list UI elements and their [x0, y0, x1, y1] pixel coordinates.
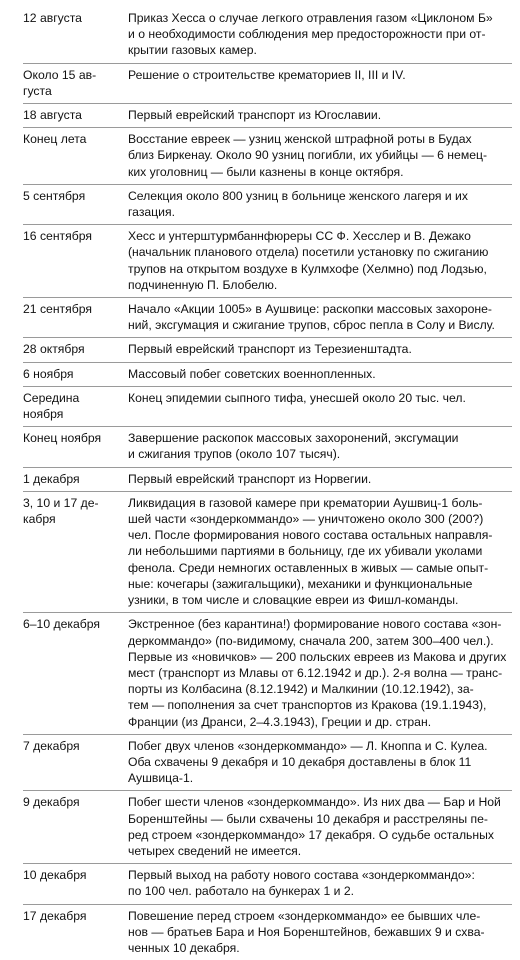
entry-text-line: ченных 10 декабря.	[128, 940, 240, 955]
entry-date-line: Конец лета	[23, 132, 87, 147]
entry-text	[128, 131, 512, 180]
chronology-row	[23, 467, 512, 491]
chronology-row	[23, 362, 512, 386]
entry-date-line: Около 15 ав-	[23, 67, 97, 82]
chronology-row	[23, 386, 512, 426]
entry-text-line: Первый еврейский транспорт из Норвегии.	[128, 471, 372, 486]
entry-date-line: Середина	[23, 390, 80, 405]
entry-date	[23, 188, 128, 220]
entry-date-line: 17 декабря	[23, 908, 87, 923]
entry-text-line: близ Биркенау. Около 90 узниц погибли, их убийцы — 6 немец-	[128, 148, 488, 163]
entry-date	[23, 107, 128, 123]
entry-text-line: Массовый побег советских военнопленных.	[128, 366, 376, 381]
entry-text	[128, 390, 512, 422]
entry-text-line: мест (транспорт из Млавы от 6.12.1942 и др.). 2-я волна — транс-	[128, 665, 503, 680]
entry-text-line: (начальник планового отдела) посетили установку по сжиганию	[128, 245, 489, 260]
chronology-row	[23, 790, 512, 863]
entry-text-line: Побег шести членов «зондеркоммандо». Из них два — Бар и Ной	[128, 795, 501, 810]
chronology-row	[23, 103, 512, 127]
entry-text-line: по 100 чел. работало на бункерах 1 и 2.	[128, 884, 355, 899]
entry-text-line: Оба схвачены 9 декабря и 10 декабря доставлены в блок 11	[128, 754, 472, 769]
entry-date-line: 21 сентября	[23, 302, 92, 317]
entry-text-line: ред строем «зондеркоммандо» 17 декабря. О судьбе остальных	[128, 827, 494, 842]
chronology-row	[23, 904, 512, 960]
entry-date-line: 1 декабря	[23, 471, 80, 486]
entry-text-line: тем — пополнения за счет транспортов из Кракова (19.1.1943),	[128, 698, 487, 713]
entry-date-line: 6–10 декабря	[23, 617, 100, 632]
entry-date-line: 7 декабря	[23, 738, 80, 753]
entry-text-line: фенола. Среди немногих оставленных в живых — самые опыт-	[128, 560, 489, 575]
entry-text-line: Аушвица-1.	[128, 771, 194, 786]
entry-date	[23, 867, 128, 899]
entry-date	[23, 301, 128, 333]
entry-text-line: Экстренное (без карантина!) формирование нового состава «зон-	[128, 617, 502, 632]
entry-text-line: трупов на открытом воздухе в Кулмхофе (Хелмно) под Лодзью,	[128, 261, 487, 276]
chronology-row	[23, 612, 512, 733]
entry-text-line: шей части «зондеркоммандо» — уничтожено около 300 (200?)	[128, 512, 484, 527]
entry-text-line: ные: кочегары (зажигальщики), механики и функциональные	[128, 576, 473, 591]
entry-date	[23, 738, 128, 787]
chronology-row	[23, 426, 512, 466]
entry-text-line: деркоммандо» (по-видимому, сначала 200, затем 300–400 чел.).	[128, 633, 494, 648]
entry-text-line: Селекция около 800 узниц в больнице женского лагеря и их	[128, 188, 468, 203]
chronology-row	[23, 127, 512, 184]
entry-date-line: 5 сентября	[23, 188, 86, 203]
entry-text	[128, 430, 512, 462]
entry-text-line: Восстание евреек — узниц женской штрафной роты в Будах	[128, 132, 472, 147]
entry-text-line: и сжигания трупов (около 107 тысяч).	[128, 447, 341, 462]
chronology-table	[23, 10, 512, 960]
entry-text	[128, 794, 512, 859]
entry-text-line: Завершение раскопок массовых захоронений, эксгумации	[128, 431, 459, 446]
entry-text	[128, 738, 512, 787]
entry-text-line: Франции (из Дранси, 2–4.3.1943), Греции и др. стран.	[128, 714, 432, 729]
entry-text-line: газация.	[128, 205, 175, 220]
entry-text	[128, 188, 512, 220]
entry-text-line: Приказ Хесса о случае легкого отравления газом «Циклоном Б»	[128, 11, 493, 25]
entry-text	[128, 471, 512, 487]
entry-date-line: 6 ноября	[23, 366, 74, 381]
entry-date-line: 18 августа	[23, 108, 82, 123]
entry-date	[23, 616, 128, 729]
entry-date	[23, 228, 128, 293]
entry-text-line: четырех сведений не имеется.	[128, 843, 302, 858]
entry-text-line: Боренштейны — были схвачены 10 декабря и расстреляны пе-	[128, 811, 488, 826]
entry-date	[23, 908, 128, 957]
chronology-row	[23, 224, 512, 297]
entry-date-line: ноября	[23, 407, 64, 422]
entry-date-line: 3, 10 и 17 де-	[23, 495, 99, 510]
entry-date-line: 9 декабря	[23, 795, 80, 810]
entry-text-line: Решение о строительстве крематориев II, III и IV.	[128, 67, 406, 82]
entry-text	[128, 366, 512, 382]
entry-text-line: ких уголовниц — были казнены в конце октября.	[128, 164, 404, 179]
entry-date	[23, 10, 128, 59]
entry-text	[128, 10, 512, 59]
entry-date	[23, 495, 128, 608]
entry-text	[128, 67, 512, 99]
chronology-row	[23, 337, 512, 361]
entry-text-line: Ликвидация в газовой камере при крематории Аушвиц-1 боль-	[128, 495, 483, 510]
entry-text	[128, 616, 512, 729]
entry-date-line: 10 декабря	[23, 868, 87, 883]
chronology-row	[23, 184, 512, 224]
entry-date	[23, 67, 128, 99]
entry-text-line: Первые из «новичков» — 200 польских евреев из Макова и других	[128, 649, 507, 664]
entry-text-line: порты из Колбасина (8.12.1942) и Малкинии (10.12.1942), за-	[128, 682, 474, 697]
chronology-row	[23, 297, 512, 337]
entry-date-line: густа	[23, 83, 52, 98]
chronology-row	[23, 10, 512, 63]
entry-date-line: 28 октября	[23, 342, 85, 357]
entry-text-line: Начало «Акции 1005» в Аушвице: раскопки массовых захороне-	[128, 302, 492, 317]
chronology-row	[23, 63, 512, 103]
entry-text-line: Повешение перед строем «зондеркоммандо» ее бывших чле-	[128, 908, 481, 923]
entry-text-line: ли небольшими партиями в больницу, где их убивали уколами	[128, 544, 483, 559]
entry-text-line: Хесс и унтерштурмбаннфюреры СС Ф. Хесслер и В. Дежако	[128, 229, 471, 244]
entry-date-line: 16 сентября	[23, 229, 92, 244]
entry-text-line: и о необходимости соблюдения мер предосторожности при от-	[128, 27, 486, 42]
entry-date	[23, 390, 128, 422]
chronology-row	[23, 863, 512, 903]
entry-text-line: узники, в том числе и словацкие евреи из Фишл-команды.	[128, 593, 459, 608]
entry-text-line: нов — братьев Бара и Ноя Боренштейнов, бежавших 9 и схва-	[128, 924, 485, 939]
chronology-row	[23, 734, 512, 791]
entry-date	[23, 341, 128, 357]
entry-text-line: чел. После формирования нового состава остальных направля-	[128, 528, 493, 543]
entry-date	[23, 471, 128, 487]
entry-date	[23, 794, 128, 859]
entry-text-line: Конец эпидемии сыпного тифа, унесшей около 20 тыс. чел.	[128, 390, 466, 405]
entry-text	[128, 301, 512, 333]
entry-text	[128, 228, 512, 293]
entry-date	[23, 430, 128, 462]
chronology-row	[23, 491, 512, 612]
entry-text-line: крытии газовых камер.	[128, 43, 257, 58]
entry-text	[128, 107, 512, 123]
entry-date	[23, 366, 128, 382]
entry-date-line: Конец ноября	[23, 431, 102, 446]
entry-date	[23, 131, 128, 180]
entry-text	[128, 867, 512, 899]
entry-text-line: ний, эксгумация и сжигание трупов, сброс пепла в Солу и Вислу.	[128, 318, 495, 333]
entry-text	[128, 495, 512, 608]
entry-text-line: Первый выход на работу нового состава «зондеркоммандо»:	[128, 868, 475, 883]
entry-text-line: Побег двух членов «зондеркоммандо» — Л. Кноппа и С. Кулеа.	[128, 738, 488, 753]
entry-text-line: подчиненную П. Блобелю.	[128, 277, 278, 292]
entry-text-line: Первый еврейский транспорт из Терезиенштадта.	[128, 342, 412, 357]
entry-text	[128, 341, 512, 357]
entry-date-line: кабря	[23, 512, 56, 527]
entry-text-line: Первый еврейский транспорт из Югославии.	[128, 108, 382, 123]
entry-text	[128, 908, 512, 957]
entry-date-line: 12 августа	[23, 11, 82, 25]
